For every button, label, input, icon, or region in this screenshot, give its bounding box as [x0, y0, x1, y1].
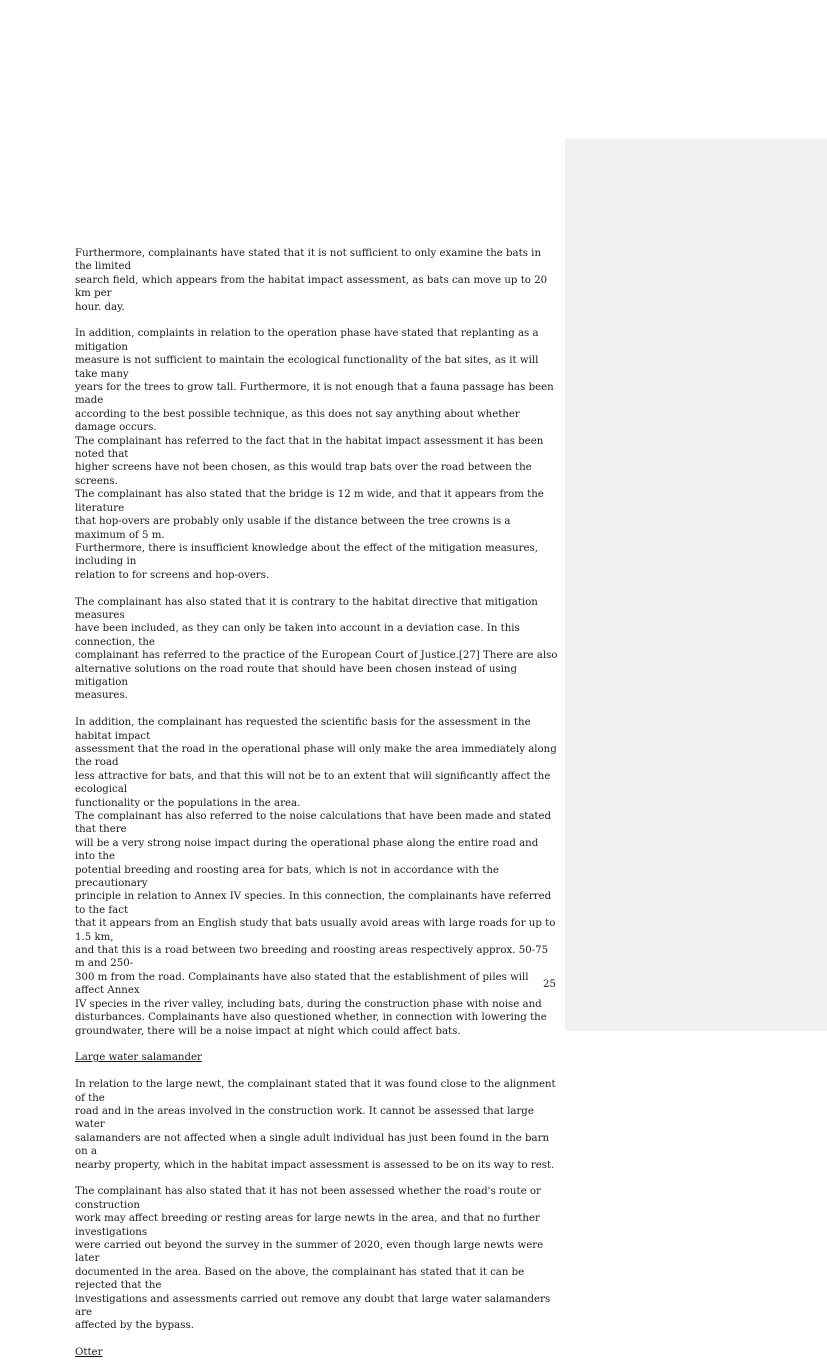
paragraph-habitat-directive: The complainant has also stated that it is contrary to the habitat directive that mitigation measures have been included, as they can only be taken into account in a deviation case. In this connection, the complainant has referred to the practice of the European Court of Justice.[27] There are also alternative solutions on the road route that should have been chosen instead of using mitigation measures. [75, 596, 558, 702]
paragraph-operation-phase: In addition, complaints in relation to the operation phase have stated that replanting as a mitigation measure is not sufficient to maintain the ecological functionality of the bat sites, as it will take many years for the trees to grow tall. Furthermore, it is not enough that a fauna passage has been made according to the best possible technique, as this does not say anything about whether damage occurs. The complainant has referred to the fact that in the habitat impact assessment it has been noted that higher screens have not been chosen, as this would trap bats over the road between the screens. The complainant has also stated that the bridge is 12 m wide, and that it appears from the literature that hop-overs are probably only usable if the distance between the tree crowns is a maximum of 5 m. Furthermore, there is insufficient knowledge about the effect of the mitigation measures, including in relation to for screens and hop-overs. [75, 328, 554, 581]
heading-large-water-salamander: Large water salamander [75, 1052, 202, 1064]
paragraph-noise-impact: In addition, the complainant has requested the scientific basis for the assessment in the habitat impact assessment that the road in the operational phase will only make the area immediately along the road less attractive for bats, and that this will not be to an extent that will significantly affect the ecological functionality or the populations in the area. The complainant has also referred to the noise calculations that have been made and stated that there will be a very strong noise impact during the operational phase along the entire road and into the potential breeding and roosting area for bats, which is not in accordance with the precautionary principle in relation to Annex IV species. In this connection, the complainants have referred to the fact that it appears from an English study that bats usually avoid areas with large roads for up to 1.5 km, and that this is a road between two breeding and roosting areas respectively approx. 50-75 m and 250- 300 m from the road. Complainants have also stated that the establishment of piles will affect Annex IV species in the river valley, including bats, during the construction phase with noise and disturbances. Complainants have also questioned whether, in connection with lowering the groundwater, there will be a noise impact at night which could affect bats. [75, 717, 557, 1037]
comment-pane [565, 139, 827, 1031]
heading-otter: Otter [75, 1347, 103, 1359]
paragraph-newt-breeding-areas: The complainant has also stated that it has not been assessed whether the road's route or construction work may affect breeding or resting areas for large newts in the area, and that no further investigations were carried out beyond the survey in the summer of 2020, even though large newts were later documented in the area. Based on the above, the complainant has stated that it can be rejected that the investigations and assessments carried out remove any doubt that large water salamanders are affected by the bypass. [75, 1186, 551, 1332]
paragraph-large-newt: In relation to the large newt, the complainant stated that it was found close to the alignment of the road and in the areas involved in the construction work. It cannot be assessed that large water salamanders are not affected when a single adult individual has just been found in the barn on a nearby property, which in the habitat impact assessment is assessed to be on its way to rest. [75, 1079, 556, 1171]
page-number: 25 [543, 979, 556, 990]
paragraph-bats-search-field: Furthermore, complainants have stated that it is not sufficient to only examine the bats in the limited search field, which appears from the habitat impact assessment, as bats can move up to 20 km per hour. day. [75, 248, 548, 313]
document-body [75, 247, 560, 1360]
